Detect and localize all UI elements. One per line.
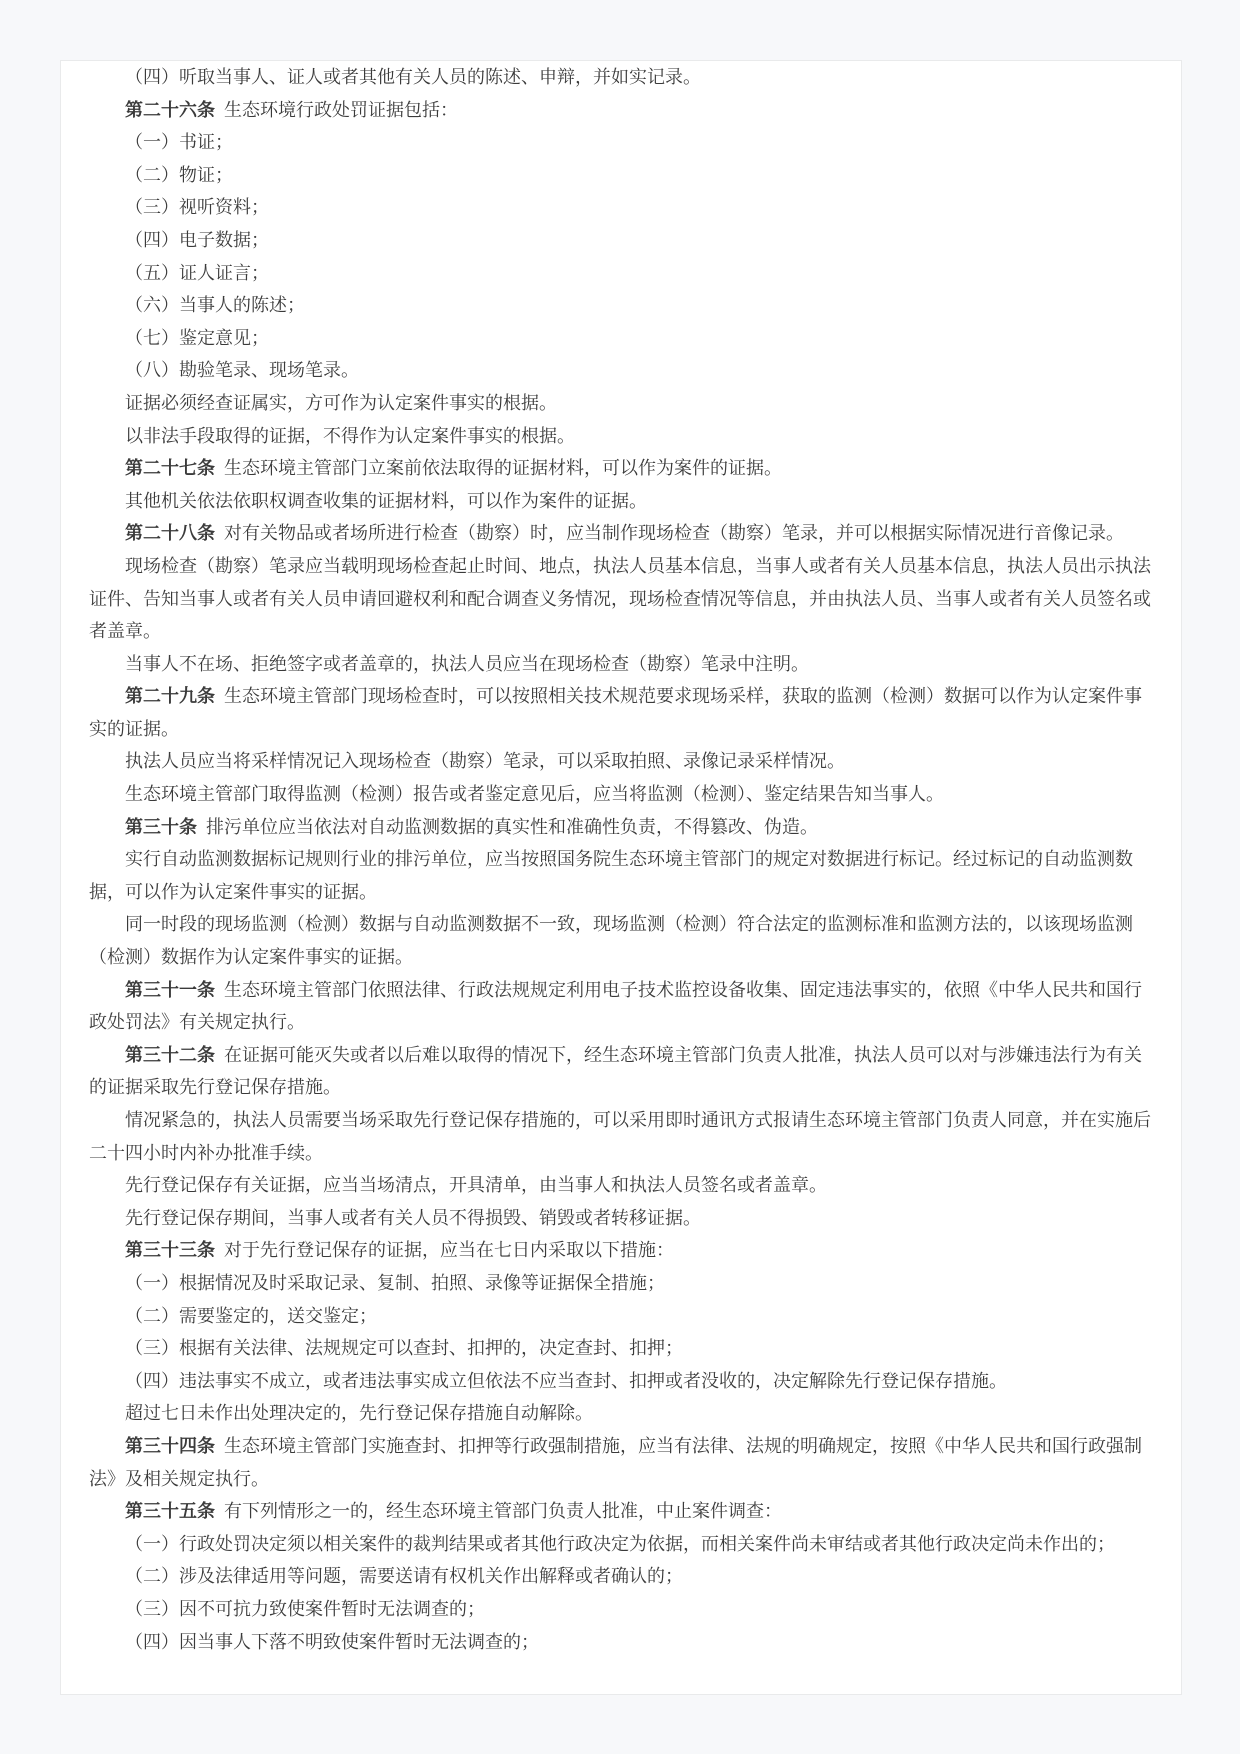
article-number: 第三十三条	[125, 1240, 215, 1261]
paragraph-text: （四）因当事人下落不明致使案件暂时无法调查的；	[125, 1631, 539, 1652]
paragraph	[89, 1560, 1152, 1593]
article-number: 第二十六条	[125, 99, 215, 120]
paragraph	[89, 648, 1152, 681]
paragraph	[89, 289, 1152, 322]
paragraph	[89, 1202, 1152, 1235]
paragraph-text: 执法人员应当将采样情况记入现场检查（勘察）笔录，可以采取拍照、录像记录采样情况。	[125, 751, 845, 772]
paragraph-text: （三）根据有关法律、法规规定可以查封、扣押的，决定查封、扣押；	[125, 1338, 683, 1359]
paragraph-text: 实行自动监测数据标记规则行业的排污单位，应当按照国务院生态环境主管部门的规定对数据进行标记。经过标记的自动监测数据，可以作为认定案件事实的证据。	[89, 849, 1133, 902]
paragraph-text: （四）电子数据；	[125, 229, 269, 250]
paragraph	[89, 843, 1152, 908]
paragraph-text: 对于先行登记保存的证据，应当在七日内采取以下措施：	[224, 1240, 674, 1261]
paragraph-text: （一）根据情况及时采取记录、复制、拍照、录像等证据保全措施；	[125, 1272, 665, 1293]
paragraph	[89, 126, 1152, 159]
paragraph	[89, 1593, 1152, 1626]
article-number: 第三十四条	[125, 1435, 215, 1456]
article-number: 第三十一条	[125, 979, 215, 1000]
paragraph-text: （一）行政处罚决定须以相关案件的裁判结果或者其他行政决定为依据，而相关案件尚未审结或者其他行政决定尚未作出的；	[125, 1533, 1115, 1554]
paragraph	[89, 1267, 1152, 1300]
paragraph	[89, 94, 1152, 127]
paragraph	[89, 485, 1152, 518]
paragraph-text: 生态环境主管部门现场检查时，可以按照相关技术规范要求现场采样，获取的监测（检测）数据可以作为认定案件事实的证据。	[89, 686, 1142, 739]
paragraph-text: （四）违法事实不成立，或者违法事实成立但依法不应当查封、扣押或者没收的，决定解除先行登记保存措施。	[125, 1370, 1007, 1391]
paragraph	[89, 354, 1152, 387]
paragraph	[89, 778, 1152, 811]
paragraph-text: 在证据可能灭失或者以后难以取得的情况下，经生态环境主管部门负责人批准，执法人员可以对与涉嫌违法行为有关的证据采取先行登记保存措施。	[89, 1044, 1142, 1098]
paragraph	[89, 224, 1152, 257]
paragraph-text: 先行登记保存有关证据，应当当场清点，开具清单，由当事人和执法人员签名或者盖章。	[125, 1175, 827, 1196]
paragraph-text: 同一时段的现场监测（检测）数据与自动监测数据不一致，现场监测（检测）符合法定的监测标准和监测方法的，以该现场监测（检测）数据作为认定案件事实的证据。	[89, 914, 1133, 968]
paragraph-text: 生态环境行政处罚证据包括：	[224, 99, 458, 120]
paragraph-text: （一）书证；	[125, 132, 233, 153]
paragraph-text: 生态环境主管部门取得监测（检测）报告或者鉴定意见后，应当将监测（检测）、鉴定结果告知当事人。	[125, 784, 944, 805]
document-card	[60, 60, 1182, 1695]
paragraph	[89, 550, 1152, 648]
paragraph-text: 对有关物品或者场所进行检查（勘察）时，应当制作现场检查（勘察）笔录，并可以根据实际情况进行音像记录。	[224, 523, 1124, 544]
paragraph	[89, 974, 1152, 1039]
paragraph-text: 有下列情形之一的，经生态环境主管部门负责人批准，中止案件调查：	[224, 1501, 782, 1522]
paragraph-text: 当事人不在场、拒绝签字或者盖章的，执法人员应当在现场检查（勘察）笔录中注明。	[125, 653, 809, 674]
article-number: 第二十七条	[125, 458, 215, 479]
paragraph	[89, 1430, 1152, 1495]
paragraph-text: （五）证人证言；	[125, 262, 269, 283]
paragraph	[89, 680, 1152, 745]
document-body	[89, 61, 1152, 1658]
paragraph-text: （四）听取当事人、证人或者其他有关人员的陈述、申辩，并如实记录。	[125, 67, 701, 87]
paragraph	[89, 452, 1152, 485]
paragraph-text: 情况紧急的，执法人员需要当场采取先行登记保存措施的，可以采用即时通讯方式报请生态环境主管部门负责人同意，并在实施后二十四小时内补办批准手续。	[89, 1110, 1151, 1163]
paragraph-text: 先行登记保存期间，当事人或者有关人员不得损毁、销毁或者转移证据。	[125, 1207, 701, 1228]
paragraph	[89, 745, 1152, 778]
article-number: 第三十二条	[125, 1044, 215, 1065]
article-number: 第二十八条	[125, 523, 215, 544]
paragraph-text: 其他机关依法依职权调查收集的证据材料，可以作为案件的证据。	[125, 490, 647, 511]
paragraph-text: 排污单位应当依法对自动监测数据的真实性和准确性负责，不得篡改、伪造。	[206, 816, 818, 837]
paragraph-text: 现场检查（勘察）笔录应当载明现场检查起止时间、地点，执法人员基本信息，当事人或者有关人员基本信息，执法人员出示执法证件、告知当事人或者有关人员申请回避权利和配合调查义务情况，现场检查情况等信息，并由执法人员、当事人或者有关人员签名或者盖章。	[89, 555, 1151, 642]
paragraph	[89, 420, 1152, 453]
paragraph-text: （六）当事人的陈述；	[125, 295, 305, 316]
paragraph-text: （七）鉴定意见；	[125, 327, 269, 348]
paragraph-text: 超过七日未作出处理决定的，先行登记保存措施自动解除。	[125, 1403, 593, 1424]
paragraph	[89, 191, 1152, 224]
paragraph-text: （三）因不可抗力致使案件暂时无法调查的；	[125, 1598, 485, 1619]
paragraph-text: （八）勘验笔录、现场笔录。	[125, 360, 359, 381]
article-number: 第二十九条	[125, 686, 215, 707]
paragraph	[89, 387, 1152, 420]
paragraph	[89, 159, 1152, 192]
paragraph-text: （三）视听资料；	[125, 197, 269, 218]
paragraph	[89, 322, 1152, 355]
paragraph	[89, 1039, 1152, 1104]
paragraph-text: （二）物证；	[125, 164, 233, 185]
paragraph	[89, 811, 1152, 844]
paragraph	[89, 1495, 1152, 1528]
paragraph-text: 生态环境主管部门实施查封、扣押等行政强制措施，应当有法律、法规的明确规定，按照《中华人民共和国行政强制法》及相关规定执行。	[89, 1435, 1142, 1489]
paragraph	[89, 1300, 1152, 1333]
paragraph	[89, 1332, 1152, 1365]
paragraph	[89, 1397, 1152, 1430]
article-number: 第三十条	[125, 816, 197, 837]
paragraph-text: 生态环境主管部门立案前依法取得的证据材料，可以作为案件的证据。	[224, 458, 782, 479]
paragraph	[89, 257, 1152, 290]
paragraph	[89, 1528, 1152, 1561]
paragraph-text: （二）需要鉴定的，送交鉴定；	[125, 1305, 377, 1326]
paragraph-text: 生态环境主管部门依照法律、行政法规规定利用电子技术监控设备收集、固定违法事实的，依照《中华人民共和国行政处罚法》有关规定执行。	[89, 979, 1142, 1033]
paragraph	[89, 1365, 1152, 1398]
paragraph	[89, 61, 1152, 94]
paragraph	[89, 1104, 1152, 1169]
paragraph-text: 证据必须经查证属实，方可作为认定案件事实的根据。	[125, 392, 557, 413]
article-number: 第三十五条	[125, 1501, 215, 1522]
paragraph-text: 以非法手段取得的证据，不得作为认定案件事实的根据。	[125, 425, 575, 446]
paragraph	[89, 1169, 1152, 1202]
paragraph-text: （二）涉及法律适用等问题，需要送请有权机关作出解释或者确认的；	[125, 1566, 683, 1587]
paragraph	[89, 1626, 1152, 1659]
paragraph	[89, 1234, 1152, 1267]
paragraph	[89, 908, 1152, 973]
paragraph	[89, 517, 1152, 550]
